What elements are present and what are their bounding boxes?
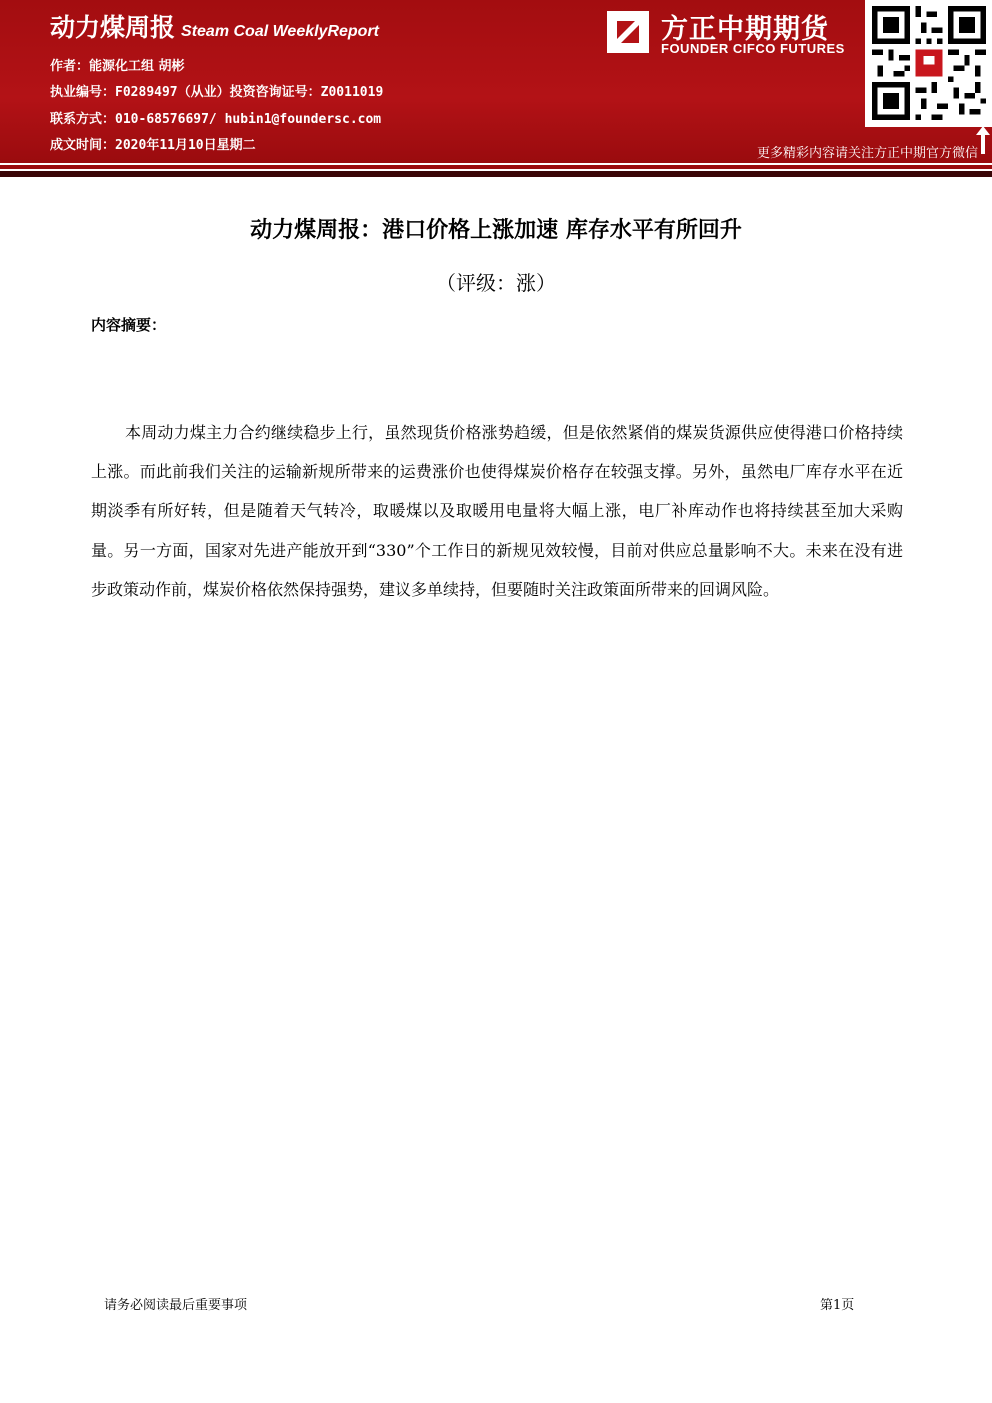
footer-notice: 请务必阅读最后重要事项 — [104, 1298, 248, 1313]
contact-label: 联系方式： — [50, 112, 116, 127]
license-line — [50, 81, 383, 100]
consult-value: Z0011019 — [320, 85, 384, 100]
page-number: 第1页 — [820, 1298, 855, 1313]
summary-label: 内容摘要： — [91, 316, 167, 334]
header-divider — [0, 165, 992, 169]
rating: （评级：涨） — [436, 271, 556, 295]
consult-label: 投资咨询证号： — [229, 85, 321, 100]
license-label: 执业编号： — [50, 85, 116, 100]
license-value: F0289497（从业） — [115, 85, 230, 100]
date-label: 成文时间： — [50, 138, 116, 153]
up-arrow-icon — [976, 126, 990, 154]
report-title: 动力煤周报：港口价格上涨加速 库存水平有所回升 — [250, 218, 742, 243]
date-line — [50, 134, 256, 153]
author-value: 能源化工组 胡彬 — [89, 59, 185, 74]
report-name-cn: 动力煤周报 — [50, 13, 176, 42]
date-value: 2020年11月10日星期二 — [115, 138, 256, 153]
qr-code-icon — [872, 6, 986, 120]
report-name-en: Steam Coal WeeklyReport — [181, 23, 380, 40]
header-divider-dark — [0, 171, 992, 177]
follow-wechat-text: 更多精彩内容请关注方正中期官方微信 — [756, 146, 978, 161]
founder-logo-icon — [603, 7, 653, 57]
company-logo — [603, 7, 855, 59]
wechat-qr-code — [865, 0, 992, 127]
author-label: 作者： — [50, 59, 90, 74]
company-name-en: FOUNDER CIFCO FUTURES — [661, 41, 845, 56]
report-brand — [50, 8, 379, 44]
summary-paragraph: 本周动力煤主力合约继续稳步上行，虽然现货价格涨势趋缓，但是依然紧俏的煤炭货源供应使得港口价格持续上涨。而此前我们关注的运输新规所带来的运费涨价也使得煤炭价格存在较强支撑。另外，虽然电厂库存水平在近期淡季有所好转，但是随着天气转冷，取暖煤以及取暖用电量将大幅上涨，电厂补库动作也将持续甚至加大采购量。另一方面，国家对先进产能放开到“330”个工作日的新规见效较慢，目前对供应总量影响不大。未来在没有进步政策动作前，煤炭价格依然保持强势，建议多单续持，但要随时关注政策面所带来的回调风险。 — [91, 423, 903, 599]
author-line — [50, 55, 185, 74]
contact-line — [50, 108, 381, 127]
contact-value: 010-68576697/ hubin1@foundersc.com — [115, 112, 382, 127]
company-name-cn: 方正中期期货 — [661, 14, 829, 45]
